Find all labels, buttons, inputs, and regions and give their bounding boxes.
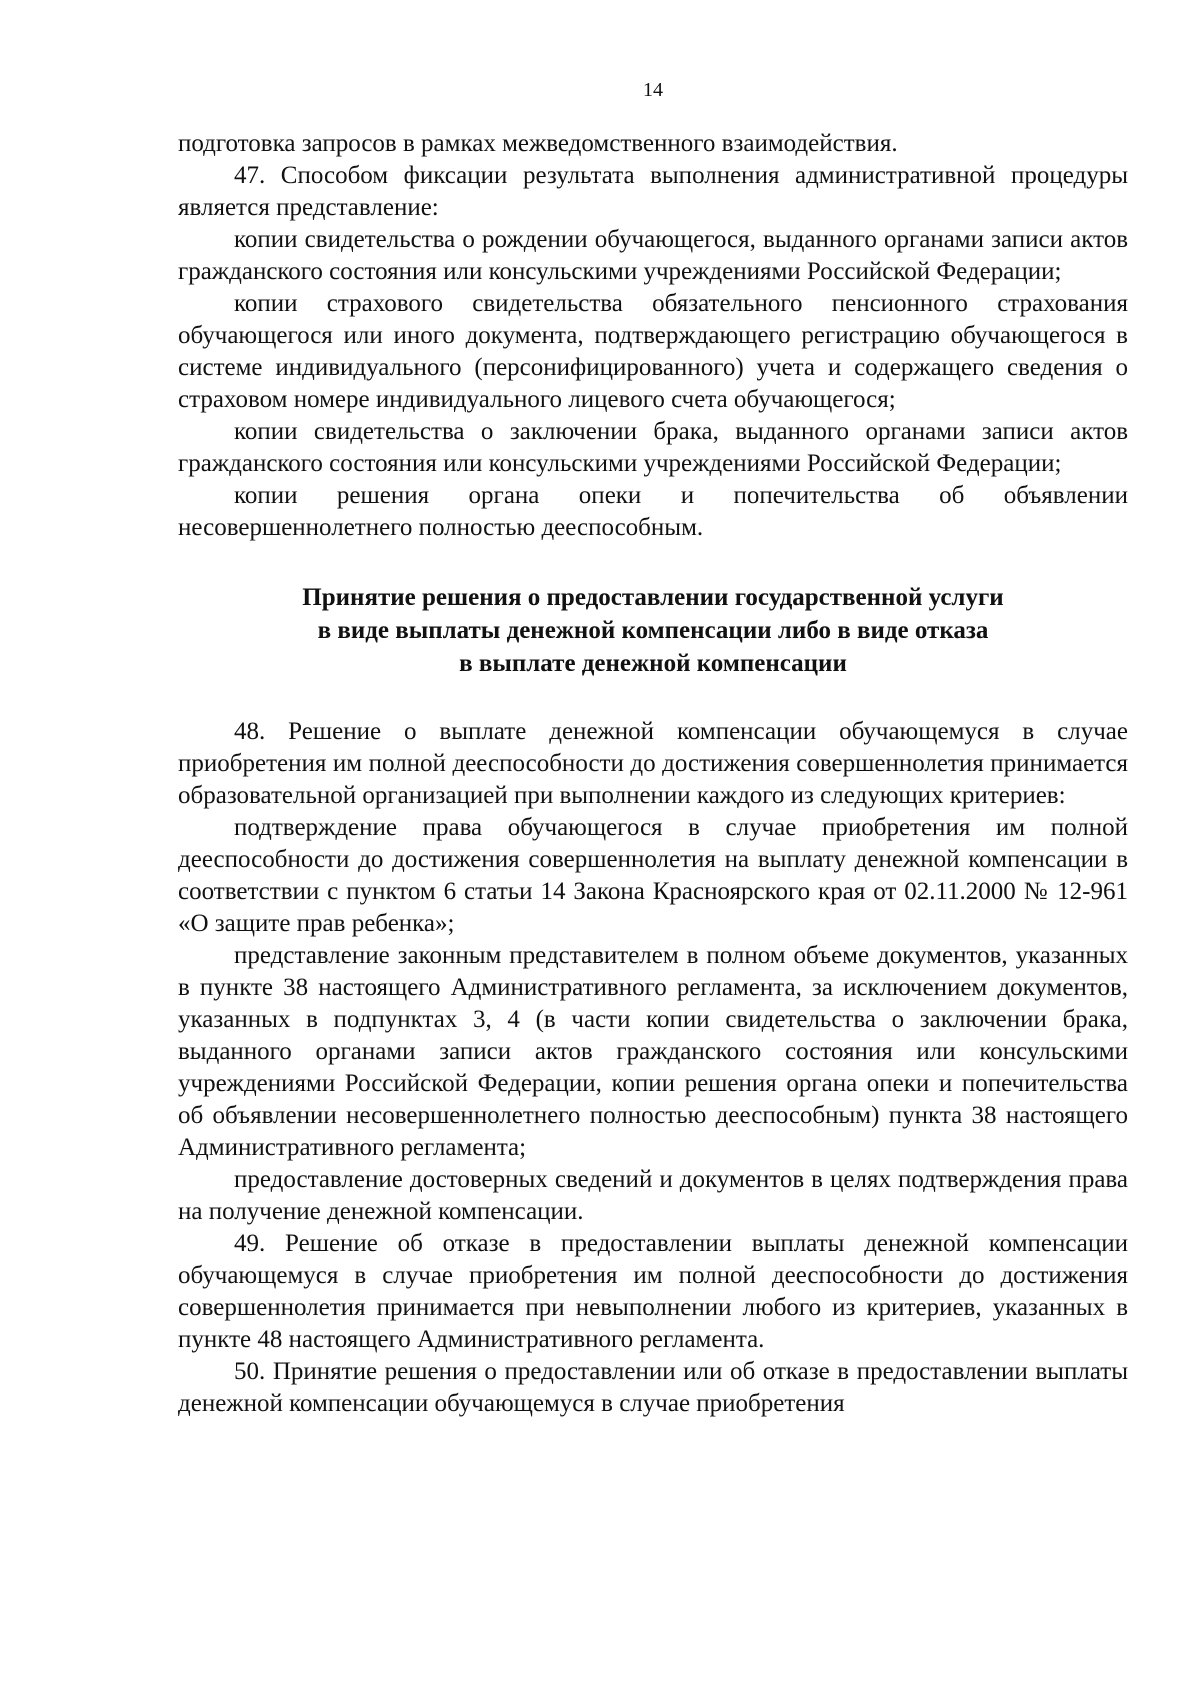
paragraph-reliable-info: предоставление достоверных сведений и документов в целях подтверждения права на получение денежной компенсации. [178, 1166, 1128, 1225]
paragraph-48: 48. Решение о выплате денежной компенсации обучающемуся в случае приобретения им полной дееспособности до достижения совершеннолетия принимается образовательной организацией при выполнении каждого из следующих критериев: [178, 718, 1128, 809]
paragraph-birth-certificate: копии свидетельства о рождении обучающегося, выданного органами записи актов гражданского состояния или консульскими учреждениями Российской Федерации; [178, 226, 1128, 285]
paragraph-continuation: подготовка запросов в рамках межведомственного взаимодействия. [178, 130, 898, 157]
page-number: 14 [643, 79, 663, 101]
document-page [178, 78, 1128, 1420]
paragraph-49: 49. Решение об отказе в предоставлении выплаты денежной компенсации обучающемуся в случае приобретения им полной дееспособности до достижения совершеннолетия принимается при невыполнении любого из критериев, указанных в пункте 48 настоящего Административного регламента. [178, 1230, 1128, 1353]
paragraph-right-confirmation: подтверждение права обучающегося в случае приобретения им полной дееспособности до достижения совершеннолетия на выплату денежной компенсации в соответствии с пунктом 6 статьи 14 Закона Красноярского края от 02.11.2000 № 12-961 «О защите прав ребенка»; [178, 814, 1128, 937]
section-heading-line-2: в виде выплаты денежной компенсации либо в виде отказа [317, 617, 989, 644]
section-heading-line-3: в выплате денежной компенсации [459, 650, 847, 677]
paragraph-guardianship-decision: копии решения органа опеки и попечительства об объявлении несовершеннолетнего полностью дееспособным. [178, 482, 1128, 541]
section-heading-line-1: Принятие решения о предоставлении государственной услуги [302, 584, 1004, 611]
paragraph-documents-submission: представление законным представителем в полном объеме документов, указанных в пункте 38 настоящего Административного регламента, за исключением документов, указанных в подпунктах 3, 4 (в части копии свидетельства о заключении брака, выданного органами записи актов гражданского состояния или консульскими учреждениями Российской Федерации, копии решения органа опеки и попечительства об объявлении несовершеннолетнего полностью дееспособным) пункта 38 настоящего Административного регламента; [178, 942, 1128, 1161]
paragraph-marriage-certificate: копии свидетельства о заключении брака, выданного органами записи актов гражданского состояния или консульскими учреждениями Российской Федерации; [178, 418, 1128, 477]
paragraph-50: 50. Принятие решения о предоставлении или об отказе в предоставлении выплаты денежной компенсации обучающемуся в случае приобретения [178, 1358, 1128, 1417]
paragraph-47: 47. Способом фиксации результата выполнения административной процедуры является представление: [178, 162, 1128, 221]
paragraph-insurance-certificate: копии страхового свидетельства обязательного пенсионного страхования обучающегося или иного документа, подтверждающего регистрацию обучающегося в системе индивидуального (персонифицированного) учета и содержащего сведения о страховом номере индивидуального лицевого счета обучающегося; [178, 290, 1128, 413]
section-heading [178, 581, 1128, 680]
